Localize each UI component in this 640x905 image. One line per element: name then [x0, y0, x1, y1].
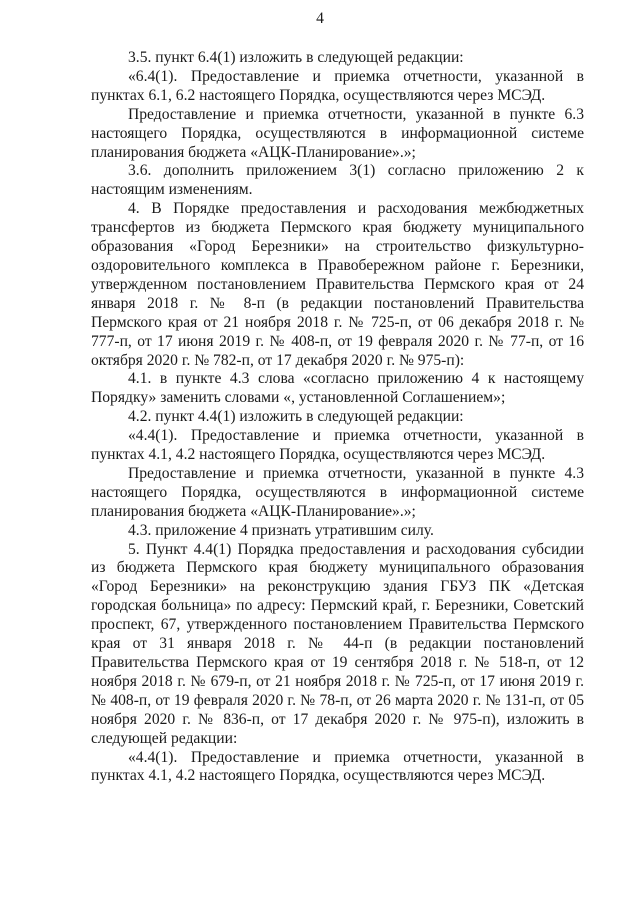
paragraph-4-4-1-quote-final: «4.4(1). Предоставление и приемка отчетности, указанной в пунктах 4.1, 4.2 настоящего Порядка, осуществляются через МСЭД. — [91, 748, 584, 785]
paragraph-3-5: 3.5. пункт 6.4(1) изложить в следующей редакции: — [128, 49, 464, 66]
paragraph-5: 5. Пункт 4.4(1) Порядка предоставления и расходования субсидии из бюджета Пермского края бюджету муниципального образования «Город Березники» на реконструкцию здания ГБУЗ ПК «Детская городская больница» по адресу: Пермский край, г. Березники, Советский проспект, 67, утвержденного постановлением Правительства Пермского края от 31 января 2018 г. № 44-п (в редакции постановлений Правительства Пермского края от 19 сентября 2018 г. № 518-п, от 12 ноября 2018 г. № 679-п, от 21 ноября 2018 г. № 725-п, от 17 июня 2019 г. № 408-п, от 19 февраля 2020 г. № 78-п, от 26 марта 2020 г. № 131-п, от 05 ноября 2020 г. № 836-п, от 17 декабря 2020 г. № 975-п), изложить в следующей редакции: — [91, 540, 584, 747]
paragraph-4-2: 4.2. пункт 4.4(1) изложить в следующей редакции: — [128, 408, 464, 426]
paragraph-4-3: 4.3. приложение 4 признать утратившим силу. — [128, 521, 434, 539]
paragraph-6-4-1-quote: «6.4(1). Предоставление и приемка отчетности, указанной в пунктах 6.1, 6.2 настоящего Порядка, осуществляются через МСЭД. — [91, 67, 584, 104]
paragraph-6-3-reporting: Предоставление и приемка отчетности, указанной в пункте 6.3 настоящего Порядка, осуществляются в информационной системе планирования бюджета «АЦК-Планирование».»; — [91, 105, 584, 161]
document-body — [91, 49, 584, 786]
paragraph-4: 4. В Порядке предоставления и расходования межбюджетных трансфертов из бюджета Пермского края бюджету муниципального образования «Город Березники» на строительство физкультурно-оздоровительного комплекса в Правобережном районе г. Березники, утвержденном постановлением Правительства Пермского края от 24 января 2018 г. № 8-п (в редакции постановлений Правительства Пермского края от 21 ноября 2018 г. № 725-п, от 06 декабря 2018 г. № 777-п, от 17 июня 2019 г. № 408-п, от 19 февраля 2020 г. № 77-п, от 16 октября 2020 г. № 782-п, от 17 декабря 2020 г. № 975-п): — [91, 200, 584, 369]
paragraph-4-4-1-quote: «4.4(1). Предоставление и приемка отчетности, указанной в пунктах 4.1, 4.2 настоящего Порядка, осуществляются через МСЭД. — [91, 427, 584, 464]
paragraph-4-1: 4.1. в пункте 4.3 слова «согласно приложению 4 к настоящему Порядку» заменить словами «, установленной Соглашением»; — [91, 370, 584, 407]
page-number: 4 — [316, 10, 324, 27]
paragraph-3-6: 3.6. дополнить приложением 3(1) согласно приложению 2 к настоящим изменениям. — [91, 162, 584, 199]
paragraph-4-3-reporting: Предоставление и приемка отчетности, указанной в пункте 4.3 настоящего Порядка, осуществляются в информационной системе планирования бюджета «АЦК-Планирование».»; — [91, 464, 584, 520]
